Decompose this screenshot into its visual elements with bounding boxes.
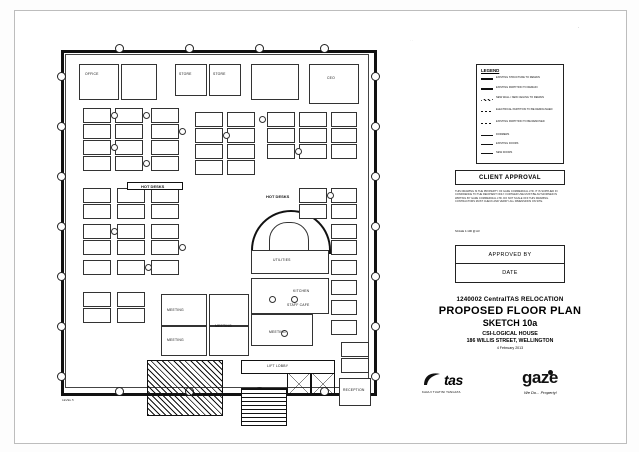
plan-label-kitchen: KITCHEN	[293, 289, 310, 293]
plan-label-meeting-1: MEETING	[167, 308, 184, 312]
legend-swatch-6	[481, 144, 493, 145]
chair	[145, 264, 152, 271]
top-registration-mark: · ·	[410, 38, 413, 42]
gaze-logo	[518, 368, 606, 402]
workstation	[115, 124, 143, 139]
workstation	[299, 188, 327, 203]
legend-swatch-7	[481, 153, 493, 154]
workstation	[83, 140, 111, 155]
workstation	[331, 260, 357, 275]
column	[371, 72, 380, 81]
drawing-date: 4 February 2013	[496, 346, 524, 350]
workstation	[227, 144, 255, 159]
chair	[111, 228, 118, 235]
client-approval-box: CLIENT APPROVAL	[455, 170, 565, 185]
stair-core	[241, 388, 287, 426]
workstation	[331, 224, 357, 239]
drawing-title: PROPOSED FLOOR PLAN	[438, 305, 582, 317]
legend-text-3: ELECTRICAL PARTITION TO BE DEMOLISHED	[496, 108, 553, 111]
plan-label-store-2: STORE	[213, 72, 226, 76]
gaze-wordmark: gaze	[522, 368, 558, 387]
chair	[259, 116, 266, 123]
workstation	[227, 112, 255, 127]
chair	[291, 296, 298, 303]
room-meeting	[209, 294, 249, 326]
workstation	[341, 342, 369, 357]
column	[57, 172, 66, 181]
room-office	[79, 64, 119, 100]
chair	[295, 148, 302, 155]
room-store	[175, 64, 207, 96]
workstation	[117, 260, 145, 275]
plan-label-staff-cafe: STAFF CAFE	[287, 303, 310, 307]
workstation	[195, 112, 223, 127]
column	[371, 122, 380, 131]
disclaimer-text: THIS DRAWING IS THE PROPERTY OF GAZE COMMERCIAL LTD. IT IS SUPPLIED IN CONFIDENCE TO THE RECIPIENT ONLY. FURTHER USE MUST BE AUTHORISED IN WRITING BY GAZE COMMERCIAL LTD. DO NOT SCALE OFF THIS DRAWING. CONTRACTORS MUST CHECK AND VERIFY ALL DIMENSIONS ON SITE.	[455, 190, 558, 204]
column	[371, 372, 380, 381]
site-address: 186 WILLIS STREET, WELLINGTON	[466, 338, 554, 344]
workstation	[83, 308, 111, 323]
room-meeting	[251, 64, 299, 100]
plan-label-ceo: CEO	[327, 76, 335, 80]
legend-swatch-5	[481, 135, 493, 136]
workstation	[151, 260, 179, 275]
lift-shaft	[311, 372, 335, 396]
workstation	[331, 188, 357, 203]
workstation	[227, 128, 255, 143]
column	[371, 272, 380, 281]
column	[115, 387, 124, 396]
gaze-tagline: We Do... Property!	[524, 390, 557, 395]
workstation	[151, 156, 179, 171]
project-number-name: 1240002 CentralTAS RELOCATION	[456, 296, 564, 303]
tas-logo	[418, 368, 502, 402]
column	[57, 222, 66, 231]
legend-swatch-3	[481, 111, 493, 112]
column	[185, 44, 194, 53]
workstation	[331, 300, 357, 315]
workstation	[83, 292, 111, 307]
column	[255, 44, 264, 53]
workstation	[331, 112, 357, 127]
workstation	[83, 124, 111, 139]
workstation	[299, 144, 327, 159]
column	[57, 322, 66, 331]
plan-label-office: OFFICE	[85, 72, 99, 76]
workstation	[331, 144, 357, 159]
workstation	[341, 358, 369, 373]
workstation	[117, 188, 145, 203]
plan-label-hot-desks-right: HOT DESKS	[266, 194, 290, 199]
column	[57, 122, 66, 131]
legend-text-0: EXISTING STRUCTURE TO REMAIN	[496, 76, 540, 79]
legend-swatch-4	[481, 123, 493, 124]
workstation	[117, 292, 145, 307]
workstation	[331, 320, 357, 335]
column	[320, 44, 329, 53]
column	[57, 72, 66, 81]
workstation	[117, 308, 145, 323]
chair	[179, 128, 186, 135]
workstation	[151, 204, 179, 219]
workstation	[83, 240, 111, 255]
approved-by-box: APPROVED BY	[455, 245, 565, 265]
chair	[327, 192, 334, 199]
chair	[143, 112, 150, 119]
workstation	[331, 280, 357, 295]
workstation	[117, 204, 145, 219]
chair	[269, 296, 276, 303]
workstation	[299, 112, 327, 127]
plan-label-reception: RECEPTION	[343, 388, 365, 392]
legend-swatch-2	[481, 99, 493, 101]
workstation	[267, 144, 295, 159]
plan-label-meeting-2: MEETING	[167, 338, 184, 342]
workstation	[117, 224, 145, 239]
floor-plan-drawing	[55, 42, 385, 397]
workstation	[117, 240, 145, 255]
tas-tagline: KAHUI TUATINI TANGATA	[422, 390, 461, 394]
workstation	[267, 112, 295, 127]
legend-swatch-0	[481, 78, 493, 80]
column	[57, 272, 66, 281]
chair	[223, 132, 230, 139]
workstation	[115, 108, 143, 123]
plan-label-meeting-4: MEETING	[269, 330, 286, 334]
plan-label-utilities: UTILITIES	[273, 258, 291, 262]
legend-box	[476, 64, 564, 164]
column	[371, 172, 380, 181]
workstation	[195, 144, 223, 159]
workstation	[267, 128, 295, 143]
chair	[111, 144, 118, 151]
workstation	[115, 156, 143, 171]
workstation	[331, 240, 357, 255]
workstation	[195, 128, 223, 143]
room-store	[209, 64, 241, 96]
date-box: DATE	[455, 263, 565, 283]
legend-text-6: EXISTING DOORS	[496, 142, 519, 145]
room-office	[121, 64, 157, 100]
koru-icon	[422, 371, 442, 387]
plan-label-store-1: STORE	[179, 72, 192, 76]
title-block	[410, 296, 610, 350]
room-kitchen-cafe	[251, 278, 329, 314]
corner-registration-mark: ·	[578, 25, 580, 30]
workstation	[83, 156, 111, 171]
legend-text-1: EXISTING PARTITION TO REMAIN	[496, 86, 538, 89]
workstation	[83, 108, 111, 123]
room-ceo-office	[309, 64, 359, 104]
workstation	[83, 260, 111, 275]
new-construction-zone	[147, 360, 223, 416]
tas-wordmark: tas	[444, 372, 463, 388]
workstation	[151, 224, 179, 239]
workstation	[299, 204, 327, 219]
room-meeting	[209, 326, 249, 356]
workstation	[299, 128, 327, 143]
legend-text-5: DORMERS	[496, 133, 510, 136]
utilities-room	[251, 250, 329, 274]
workstation	[151, 188, 179, 203]
workstation	[227, 160, 255, 175]
workstation	[331, 128, 357, 143]
workstation	[115, 140, 143, 155]
column	[371, 222, 380, 231]
workstation	[331, 204, 357, 219]
workstation	[151, 108, 179, 123]
scale-note: SCALE 1:100 @ A3	[455, 229, 480, 233]
column	[115, 44, 124, 53]
legend-text-7: NEW DOORS	[496, 151, 513, 154]
logo-row	[410, 368, 610, 402]
column	[371, 322, 380, 331]
chair	[143, 160, 150, 167]
workstation	[83, 224, 111, 239]
plan-label-hot-desks-left: HOT DESKS	[141, 184, 165, 189]
sketch-number: SKETCH 10a	[482, 318, 538, 328]
column	[57, 372, 66, 381]
level-annotation: LEVEL 5	[62, 398, 74, 402]
workstation	[151, 124, 179, 139]
room-reception	[339, 378, 371, 406]
legend-text-4: EXISTING PARTITION TO BE REMOVED	[496, 120, 545, 123]
legend-title: LEGEND	[481, 68, 500, 73]
plan-label-lift-lobby: LIFT LOBBY	[267, 364, 289, 368]
workstation	[83, 204, 111, 219]
chair	[111, 112, 118, 119]
chair	[179, 244, 186, 251]
building-name: CSI-LOGICAL HOUSE	[482, 331, 538, 337]
plan-label-meeting-3: MEETING	[215, 324, 232, 328]
workstation	[151, 140, 179, 155]
legend-text-2: NEW WALL / NEW CEILING TO REMAIN	[496, 96, 544, 99]
workstation	[151, 240, 179, 255]
legend-swatch-1	[481, 88, 493, 90]
workstation	[195, 160, 223, 175]
workstation	[83, 188, 111, 203]
lift-shaft	[287, 372, 311, 396]
